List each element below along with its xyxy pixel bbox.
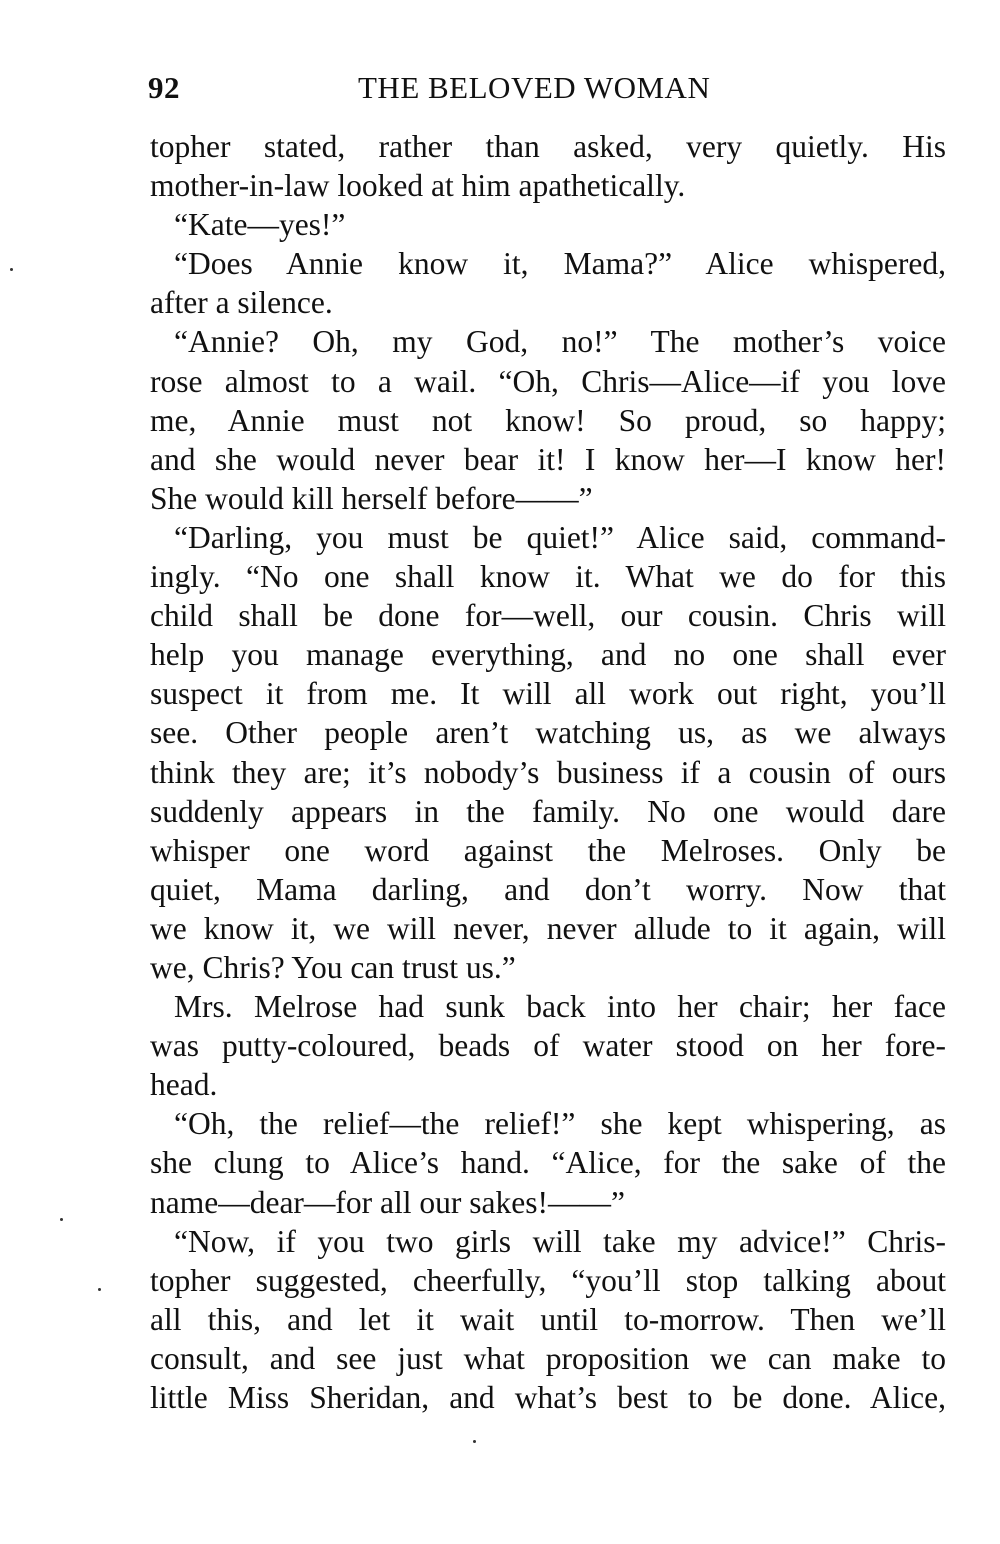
text-line: “Oh, the relief—the relief!” she kept whispering, as (174, 1106, 946, 1142)
text-line: whisper one word against the Melroses. Only be (150, 832, 946, 868)
text-line: child shall be done for—well, our cousin. Chris will (150, 598, 946, 634)
text-line: topher suggested, cheerfully, “you’ll stop talking about (150, 1262, 946, 1298)
text-line: after a silence. (150, 285, 333, 321)
text-line: rose almost to a wail. “Oh, Chris—Alice—if you love (150, 363, 946, 399)
text-line: Mrs. Melrose had sunk back into her chair; her face (174, 989, 946, 1025)
text-line: suddenly appears in the family. No one would dare (150, 793, 946, 829)
text-line: consult, and see just what proposition we can make to (150, 1340, 946, 1376)
text-line: “Darling, you must be quiet!” Alice said, command- (174, 519, 946, 555)
text-line: ingly. “No one shall know it. What we do for this (150, 559, 946, 595)
scan-speck (98, 1288, 101, 1291)
text-line: name—dear—for all our sakes!——” (150, 1184, 625, 1220)
text-line: was putty-coloured, beads of water stood on her fore- (150, 1028, 946, 1064)
text-line: me, Annie must not know! So proud, so happy; (150, 402, 946, 438)
text-line: we know it, we will never, never allude to it again, will (150, 910, 946, 946)
text-line: “Annie? Oh, my God, no!” The mother’s voice (174, 324, 946, 360)
text-line: see. Other people aren’t watching us, as we always (150, 715, 946, 751)
running-title: THE BELOVED WOMAN (358, 70, 711, 105)
page-number: 92 (148, 70, 180, 105)
text-line: and she would never bear it! I know her—I know her! (150, 441, 946, 477)
text-line: suspect it from me. It will all work out right, you’ll (150, 676, 946, 712)
text-line: all this, and let it wait until to-morrow. Then we’ll (150, 1301, 946, 1337)
text-line: quiet, Mama darling, and don’t worry. Now that (150, 871, 946, 907)
text-line: think they are; it’s nobody’s business if a cousin of ours (150, 754, 946, 790)
text-line: She would kill herself before——” (150, 480, 593, 516)
text-line: topher stated, rather than asked, very quietly. His (150, 129, 946, 164)
text-line: “Kate—yes!” (174, 207, 346, 243)
text-line: she clung to Alice’s hand. “Alice, for the sake of the (150, 1145, 946, 1181)
scan-speck (473, 1440, 476, 1443)
text-line: head. (150, 1067, 218, 1103)
text-line: little Miss Sheridan, and what’s best to be done. Alice, (150, 1380, 946, 1415)
page-header (148, 70, 948, 114)
text-line: help you manage everything, and no one shall ever (150, 637, 946, 673)
body-text (150, 127, 946, 1417)
scan-speck (10, 268, 13, 271)
text-line: we, Chris? You can trust us.” (150, 949, 516, 985)
text-line: mother-in-law looked at him apathetically. (150, 168, 686, 204)
scan-speck (60, 1218, 63, 1221)
text-line: “Now, if you two girls will take my advice!” Chris- (174, 1223, 946, 1259)
text-line: “Does Annie know it, Mama?” Alice whispered, (174, 246, 946, 282)
